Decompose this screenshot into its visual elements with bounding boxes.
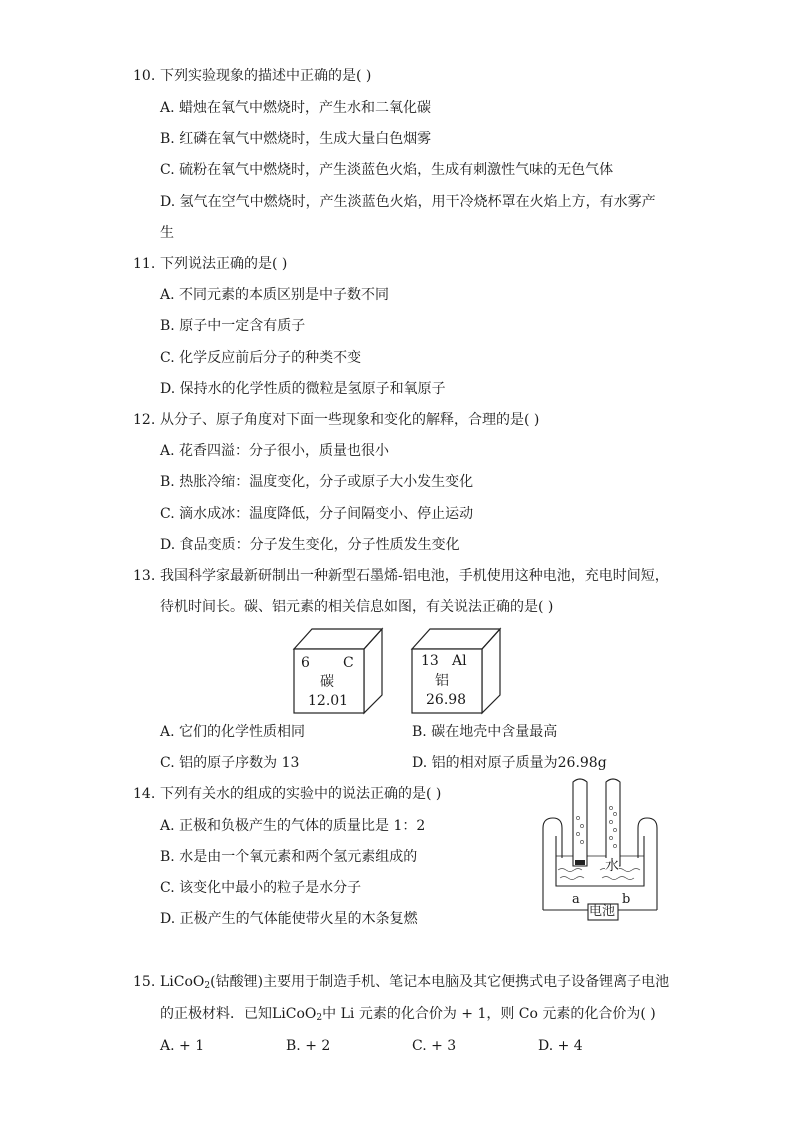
electrode-b-label: b — [622, 892, 631, 907]
question-15-stem-line2-start: 的正极材料．已知LiCoO — [160, 1006, 317, 1022]
question-15-formula-subscript-2: 2 — [316, 1013, 323, 1023]
question-13-stem: 我国科学家最新研制出一种新型石墨烯-铝电池，手机使用这种电池，充电时间短， — [160, 568, 669, 584]
question-14-stem: 下列有关水的组成的实验中的说法正确的是( ) — [160, 786, 442, 802]
aluminium-atomic-mass: 26.98 — [426, 692, 467, 708]
question-12-option-a[interactable]: A. 花香四溢：分子很小，质量也很小 — [160, 443, 390, 459]
question-13-number: 13. — [133, 568, 156, 584]
question-12-option-d[interactable]: D. 食品变质：分子发生变化，分子性质发生变化 — [160, 537, 460, 553]
question-15-stem-line2-end: 中 Li 元素的化合价为 + 1，则 Co 元素的化合价为( ) — [322, 1006, 656, 1022]
question-11-stem: 下列说法正确的是( ) — [160, 256, 288, 272]
aluminium-symbol: Al — [452, 653, 467, 669]
question-15-number: 15. — [133, 974, 156, 990]
aluminium-atomic-number: 13 — [421, 653, 439, 669]
question-15-option-d[interactable]: D. + 4 — [538, 1038, 583, 1054]
question-14-number: 14. — [133, 786, 156, 802]
question-10-option-d-continued: 生 — [160, 225, 174, 241]
question-14-option-b[interactable]: B. 水是由一个氧元素和两个氢元素组成的 — [160, 849, 418, 865]
carbon-name: 碳 — [320, 674, 334, 690]
question-13-option-a[interactable]: A. 它们的化学性质相同 — [160, 724, 306, 740]
question-13-option-c[interactable]: C. 铝的原子序数为 13 — [160, 755, 300, 771]
element-cell-carbon — [292, 627, 384, 715]
question-15-stem-continued — [160, 1004, 656, 1024]
question-15-option-b[interactable]: B. + 2 — [286, 1038, 331, 1054]
element-cell-aluminium — [410, 627, 502, 715]
carbon-atomic-mass: 12.01 — [308, 693, 349, 709]
question-10-option-d[interactable]: D. 氢气在空气中燃烧时，产生淡蓝色火焰，用干冷烧杯罩在火焰上方，有水雾产 — [160, 194, 656, 210]
electrode-a-label: a — [572, 892, 580, 907]
question-11-option-d[interactable]: D. 保持水的化学性质的微粒是氢原子和氧原子 — [160, 381, 446, 397]
question-15-formula: LiCoO — [160, 974, 205, 990]
question-15-stem — [160, 972, 669, 992]
question-14-option-c[interactable]: C. 该变化中最小的粒子是水分子 — [160, 880, 362, 896]
question-10-option-c[interactable]: C. 硫粉在氧气中燃烧时，产生淡蓝色火焰，生成有刺激性气味的无色气体 — [160, 162, 614, 178]
question-14-option-a[interactable]: A. 正极和负极产生的气体的质量比是 1：2 — [160, 818, 426, 834]
question-12-number: 12. — [133, 412, 156, 428]
question-12-option-c[interactable]: C. 滴水成冰：温度降低，分子间隔变小、停止运动 — [160, 506, 474, 522]
question-13-stem-continued: 待机时间长。碳、铝元素的相关信息如图，有关说法正确的是( ) — [160, 599, 554, 615]
question-11-option-b[interactable]: B. 原子中一定含有质子 — [160, 318, 306, 334]
question-11-option-c[interactable]: C. 化学反应前后分子的种类不变 — [160, 350, 362, 366]
aluminium-name: 铝 — [435, 673, 449, 689]
question-10-option-b[interactable]: B. 红磷在氧气中燃烧时，生成大量白色烟雾 — [160, 131, 432, 147]
question-11-number: 11. — [133, 256, 156, 272]
question-10-stem: 下列实验现象的描述中正确的是( ) — [160, 68, 372, 84]
carbon-atomic-number: 6 — [301, 655, 310, 671]
electrolysis-apparatus-figure — [538, 778, 662, 922]
question-10-number: 10. — [133, 68, 156, 84]
question-11-option-a[interactable]: A. 不同元素的本质区别是中子数不同 — [160, 287, 390, 303]
question-12-stem: 从分子、原子角度对下面一些现象和变化的解释，合理的是( ) — [160, 412, 540, 428]
question-15-formula-subscript: 2 — [204, 981, 211, 991]
water-label: 水 — [605, 858, 619, 874]
electrolysis-diagram — [538, 778, 662, 922]
question-14-option-d[interactable]: D. 正极产生的气体能使带火星的木条复燃 — [160, 911, 418, 927]
question-15-stem-text: (钴酸锂)主要用于制造手机、笔记本电脑及其它便携式电子设备锂离子电池 — [210, 974, 670, 990]
question-15-option-a[interactable]: A. + 1 — [160, 1038, 205, 1054]
question-15-option-c[interactable]: C. + 3 — [412, 1038, 457, 1054]
question-13-option-d[interactable]: D. 铝的相对原子质量为26.98g — [412, 755, 607, 771]
question-12-option-b[interactable]: B. 热胀冷缩：温度变化，分子或原子大小发生变化 — [160, 474, 474, 490]
question-10-option-a[interactable]: A. 蜡烛在氧气中燃烧时，产生水和二氧化碳 — [160, 100, 432, 116]
question-13-option-b[interactable]: B. 碳在地壳中含量最高 — [412, 724, 558, 740]
battery-label: 电池 — [589, 904, 616, 919]
carbon-symbol: C — [343, 655, 354, 671]
